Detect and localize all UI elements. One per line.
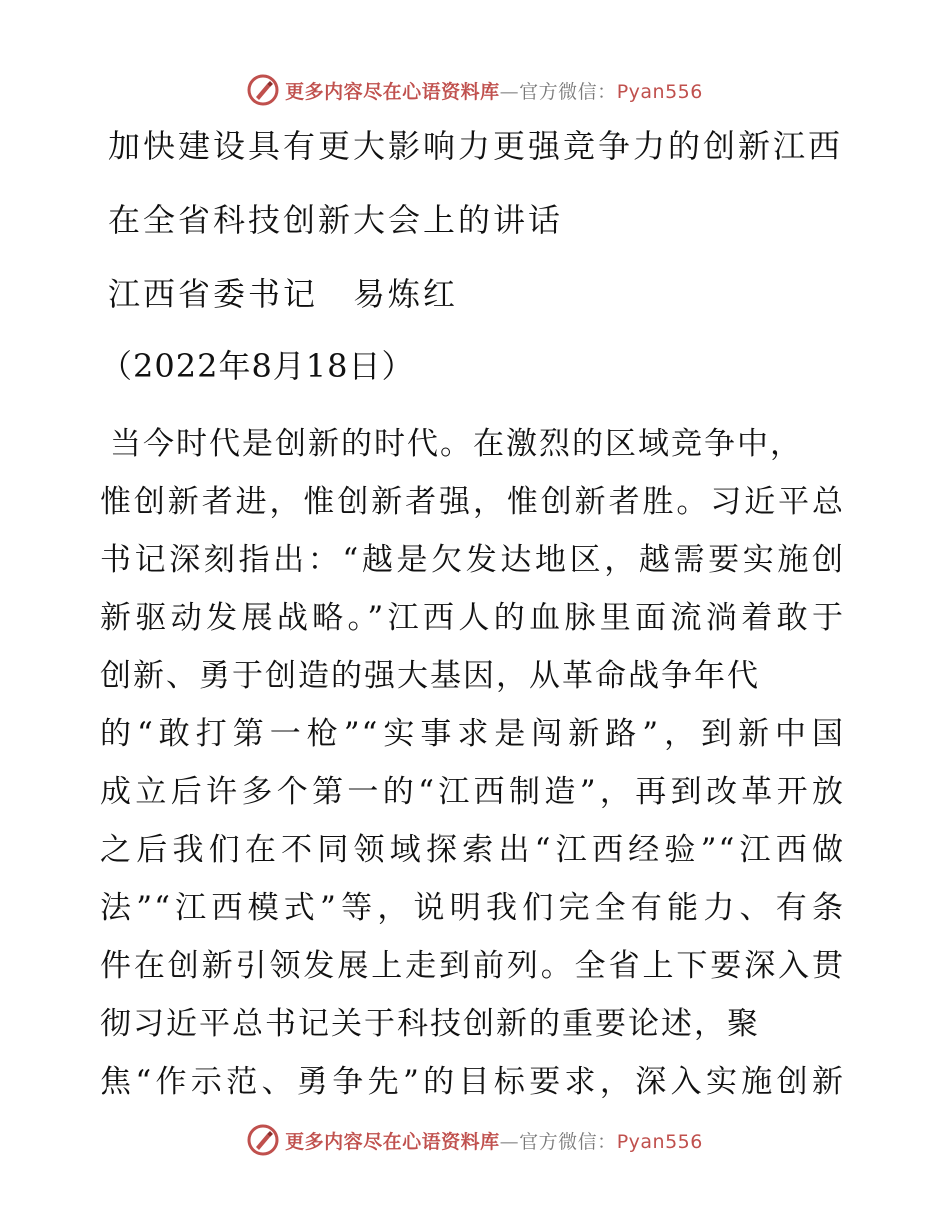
document-subtitle: 在全省科技创新大会上的讲话 (108, 201, 564, 239)
body-line: 焦“作示范、勇争先”的目标要求，深入实施创新 (100, 1064, 845, 1100)
body-line: 书记深刻指出：“越是欠发达地区，越需要实施创 (100, 542, 845, 578)
document-title: 加快建设具有更大影响力更强竞争力的创新江西 (108, 127, 844, 165)
body-line: 彻习近平总书记关于科技创新的重要论述，聚 (100, 1006, 760, 1042)
header-banner (0, 70, 950, 110)
banner-separator: — (499, 80, 520, 103)
document-author: 江西省委书记 易炼红 (108, 275, 459, 313)
banner-text (285, 77, 703, 104)
pen-logo-icon (247, 1124, 279, 1156)
body-line: 新驱动发展战略。”江西人的血脉里面流淌着敢于 (100, 600, 845, 636)
body-line: 件在创新引领发展上走到前列。全省上下要深入贯 (100, 948, 845, 984)
pen-logo-icon (247, 74, 279, 106)
banner-brand: 更多内容尽在心语资料库 (285, 80, 500, 103)
banner-text (285, 1127, 703, 1154)
banner-handle: Pyan556 (616, 1130, 703, 1153)
body-line: 创新、勇于创造的强大基因，从革命战争年代 (100, 658, 760, 694)
body-line: 的“敢打第一枪”“实事求是闯新路”，到新中国 (100, 716, 846, 752)
banner-label: 官方微信： (519, 1130, 617, 1153)
body-line: 成立后许多个第一的“江西制造”，再到改革开放 (100, 774, 845, 810)
body-line: 之后我们在不同领域探索出“江西经验”“江西做 (100, 832, 845, 868)
body-line: 惟创新者进，惟创新者强，惟创新者胜。习近平总 (100, 484, 845, 520)
banner-separator: — (499, 1130, 520, 1153)
footer-banner (0, 1120, 950, 1160)
body-line: 当今时代是创新的时代。在激烈的区域竞争中， (110, 426, 803, 462)
document-date: （2022年8月18日） (100, 347, 415, 385)
body-line: 法”“江西模式”等，说明我们完全有能力、有条 (100, 890, 845, 926)
banner-label: 官方微信： (519, 80, 617, 103)
banner-brand: 更多内容尽在心语资料库 (285, 1130, 500, 1153)
banner-handle: Pyan556 (616, 80, 703, 103)
